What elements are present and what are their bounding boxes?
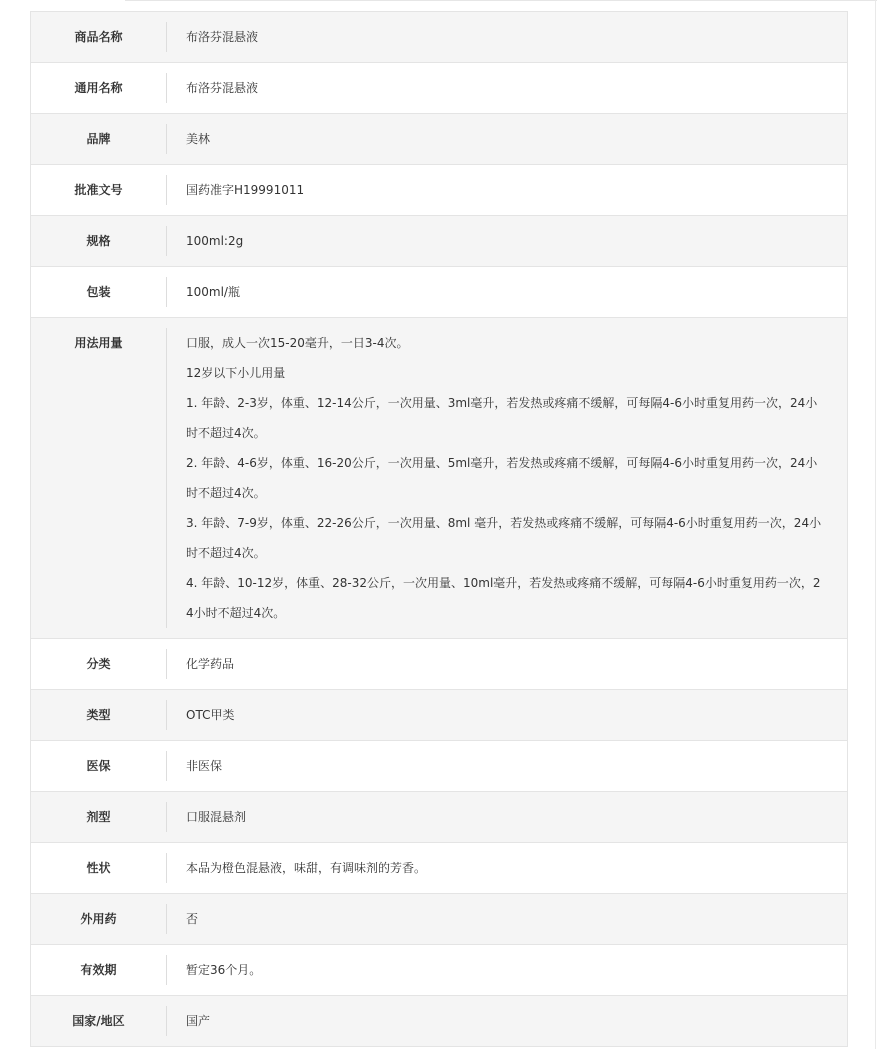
spec-label: 性状 [86,861,111,875]
spec-row-dosage-form [31,792,847,843]
spec-label-cell [31,792,166,842]
spec-label: 类型 [86,708,111,722]
spec-label-cell [31,996,166,1046]
spec-value: 国产 [186,1014,211,1028]
spec-value: 布洛芬混悬液 [186,30,259,44]
spec-label: 包装 [86,285,111,299]
spec-value-cell [166,649,847,679]
spec-value: 暂定36个月。 [186,963,262,977]
spec-label: 品牌 [86,132,111,146]
spec-value: 本品为橙色混悬液，味甜，有调味剂的芳香。 [186,861,427,875]
spec-label-cell [31,216,166,266]
spec-value-cell [166,73,847,103]
spec-value-cell [166,904,847,934]
spec-value-cell [166,700,847,730]
spec-label: 通用名称 [74,81,123,95]
spec-label-cell [31,639,166,689]
spec-label: 医保 [86,759,111,773]
spec-label-cell [31,267,166,317]
right-divider [875,0,876,1049]
spec-label-cell [31,12,166,62]
spec-value: 非医保 [186,759,223,773]
spec-value-cell [166,175,847,205]
spec-value: 100ml/瓶 [186,285,240,299]
spec-label: 规格 [86,234,111,248]
spec-table [30,11,848,1047]
spec-row-country [31,996,847,1047]
spec-row-product-name [31,12,847,63]
spec-row-generic-name [31,63,847,114]
spec-value-cell [166,328,847,628]
spec-value: 100ml:2g [186,234,244,248]
spec-value-cell [166,226,847,256]
dosage-line: 4. 年龄、10-12岁，体重、28-32公斤，一次用量、10ml毫升，若发热或疼痛不缓解，可每隔4-6小时重复用药一次，24小时不超过4次。 [186,576,821,620]
spec-value-cell [166,22,847,52]
spec-label-cell [31,63,166,113]
dosage-line: 2. 年龄、4-6岁，体重、16-20公斤，一次用量、5ml毫升，若发热或疼痛不缓解，可每隔4-6小时重复用药一次，24小时不超过4次。 [186,456,818,500]
spec-label-cell [31,741,166,791]
dosage-line: 口服，成人一次15-20毫升，一日3-4次。 [186,336,409,350]
spec-row-package [31,267,847,318]
spec-value: 化学药品 [186,657,235,671]
spec-label: 剂型 [86,810,111,824]
spec-label: 有效期 [80,963,117,977]
spec-row-specification [31,216,847,267]
spec-row-brand [31,114,847,165]
spec-label: 国家/地区 [72,1014,125,1028]
spec-label-cell [31,165,166,215]
spec-value-cell [166,955,847,985]
spec-row-insurance [31,741,847,792]
spec-label-cell [31,843,166,893]
spec-row-type [31,690,847,741]
spec-value: 国药准字H19991011 [186,183,305,197]
spec-value-cell [166,802,847,832]
dosage-line: 1. 年龄、2-3岁，体重、12-14公斤，一次用量、3ml毫升，若发热或疼痛不缓解，可每隔4-6小时重复用药一次，24小时不超过4次。 [186,396,818,440]
spec-row-approval-number [31,165,847,216]
spec-value-cell [166,751,847,781]
spec-label-cell [31,894,166,944]
spec-label-cell [31,114,166,164]
spec-row-appearance [31,843,847,894]
spec-label: 用法用量 [74,336,123,350]
spec-label-cell [31,945,166,995]
spec-value-cell [166,124,847,154]
spec-label: 外用药 [80,912,117,926]
spec-value-cell [166,853,847,883]
spec-value-cell [166,277,847,307]
spec-label: 批准文号 [74,183,123,197]
dosage-line: 12岁以下小儿用量 [186,366,286,380]
spec-value: 否 [186,912,199,926]
spec-row-external-use [31,894,847,945]
dosage-line: 3. 年龄、7-9岁，体重、22-26公斤，一次用量、8ml 毫升，若发热或疼痛不缓解，可每隔4-6小时重复用药一次，24小时不超过4次。 [186,516,822,560]
spec-value: 美林 [186,132,211,146]
spec-label-cell [31,690,166,740]
spec-label-cell [31,318,166,638]
dosage-text [186,328,827,628]
spec-value: 口服混悬剂 [186,810,247,824]
spec-value: OTC甲类 [186,708,235,722]
spec-value-cell [166,1006,847,1036]
spec-value: 布洛芬混悬液 [186,81,259,95]
spec-label: 分类 [86,657,111,671]
spec-label: 商品名称 [74,30,123,44]
top-divider [125,0,877,1]
spec-row-dosage [31,318,847,639]
spec-row-category [31,639,847,690]
spec-row-shelf-life [31,945,847,996]
